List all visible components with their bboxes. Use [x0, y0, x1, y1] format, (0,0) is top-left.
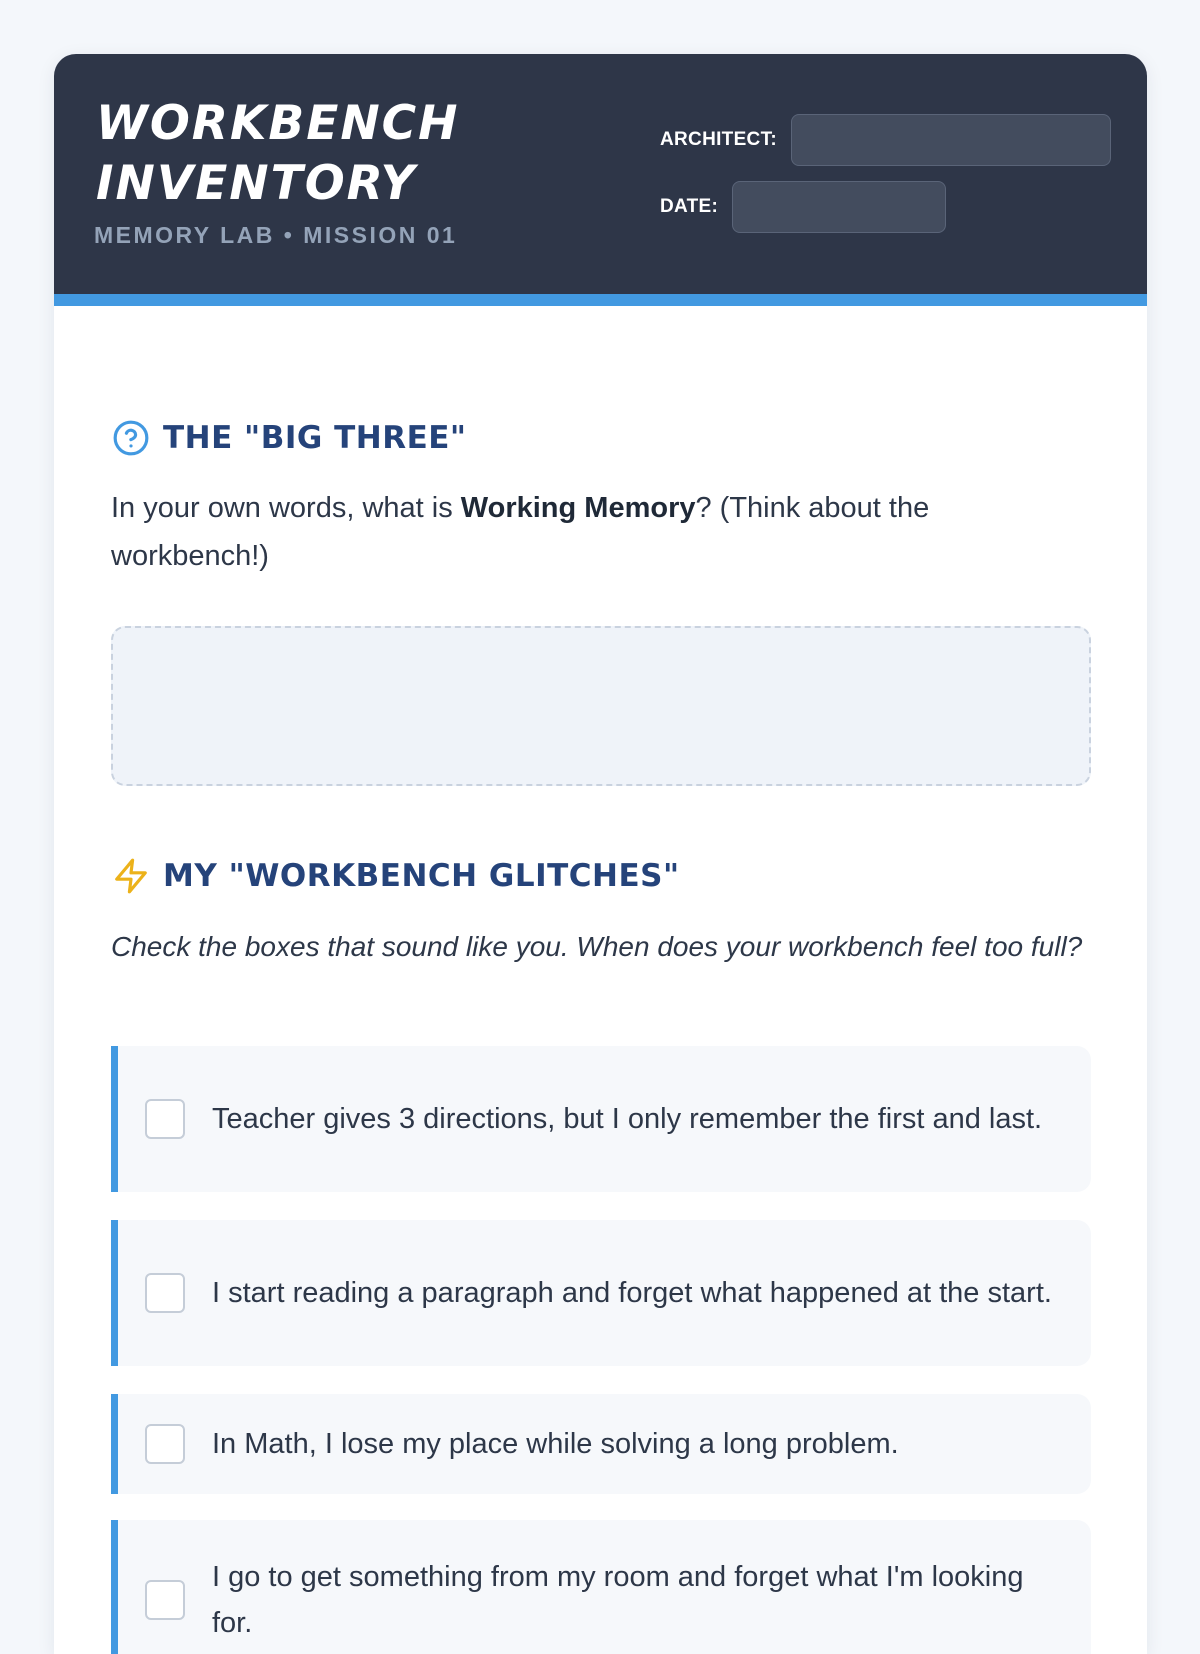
- glitch-item-label: I start reading a paragraph and forget what happened at the start.: [212, 1277, 1052, 1309]
- worksheet-header: [54, 54, 1147, 306]
- prompt-term: Working Memory: [460, 492, 696, 524]
- glitch-item[interactable]: [111, 1394, 1091, 1494]
- date-label: DATE:: [660, 196, 719, 217]
- big-three-title: THE "BIG THREE": [163, 420, 467, 456]
- glitches-heading: [111, 856, 680, 896]
- prompt-text-start: In your own words, what is: [111, 492, 461, 524]
- date-row: [660, 181, 946, 233]
- glitch-item-label: Teacher gives 3 directions, but I only remember the first and last.: [212, 1103, 1043, 1135]
- glitch-checkbox[interactable]: [145, 1424, 185, 1464]
- working-memory-prompt: [111, 484, 1011, 580]
- glitches-instruction: Check the boxes that sound like you. When does your workbench feel too full?: [111, 931, 1083, 962]
- big-three-heading: [111, 418, 467, 458]
- architect-input[interactable]: [791, 114, 1111, 166]
- worksheet-card: [54, 54, 1147, 1654]
- glitch-item[interactable]: [111, 1220, 1091, 1366]
- worksheet-subtitle: MEMORY LAB • MISSION 01: [94, 222, 458, 248]
- glitch-checkbox[interactable]: [145, 1580, 185, 1620]
- glitch-checkbox[interactable]: [145, 1273, 185, 1313]
- lightning-bolt-icon: [111, 856, 151, 896]
- glitches-title: MY "WORKBENCH GLITCHES": [163, 858, 680, 894]
- working-memory-answer-field[interactable]: [111, 626, 1091, 786]
- glitch-checkbox[interactable]: [145, 1099, 185, 1139]
- prompt-text-end: ? (Think about the workbench!): [111, 492, 930, 572]
- title-line-1: WORKBENCH: [96, 96, 460, 151]
- glitch-item[interactable]: [111, 1046, 1091, 1192]
- date-input[interactable]: [732, 181, 946, 233]
- worksheet-title: [96, 94, 460, 214]
- glitch-item[interactable]: [111, 1520, 1091, 1654]
- question-circle-icon: [111, 418, 151, 458]
- glitch-item-label: In Math, I lose my place while solving a long problem.: [212, 1428, 899, 1460]
- title-line-2: INVENTORY: [96, 156, 417, 211]
- architect-row: [660, 114, 1111, 166]
- glitch-item-label: I go to get something from my room and forget what I'm looking for.: [212, 1561, 1024, 1639]
- architect-label: ARCHITECT:: [660, 129, 777, 150]
